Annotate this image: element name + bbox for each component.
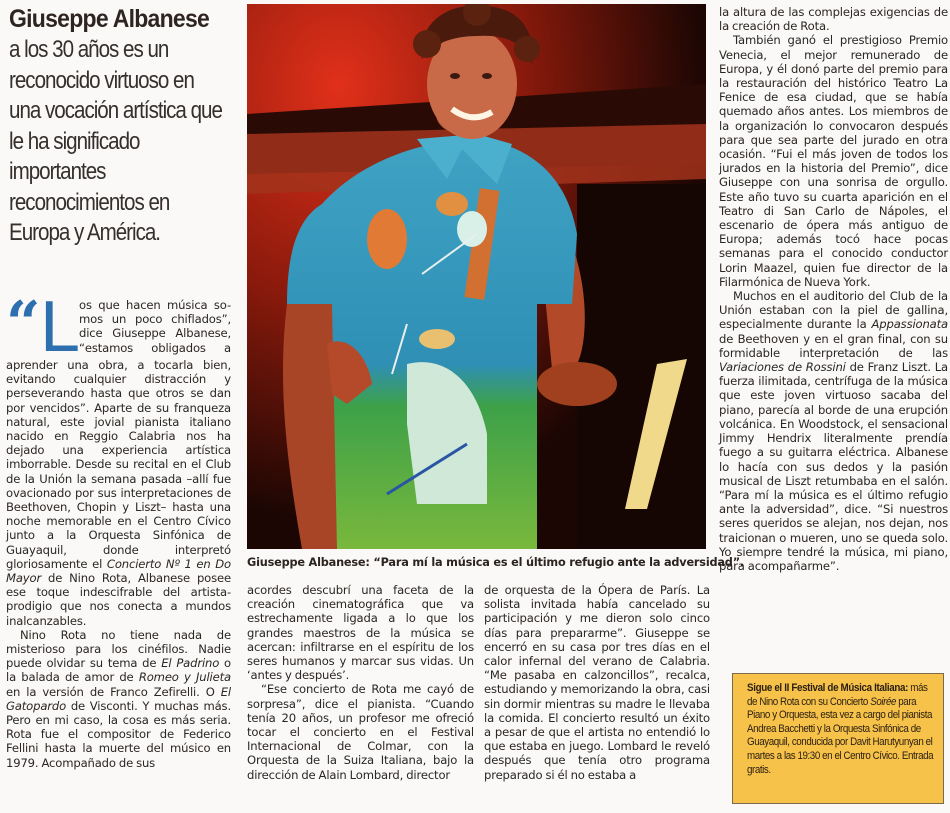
text-run: aprender una obra, a tocarla bien, evitando cualquier distracción y perseverando hasta que otros se dan por vencidos”. Aparte de su franqueza natural, este jovial pianista italiano nacido en Reggio Calabria nos ha dejado una experiencia artística imborrable. Desde su recital en el Club de la Unión la semana pasada –allí fue ovacionado por sus interpretaciones de Beethoven, Chopin y Liszt– hasta una noche memorable en el Centro Cívico junto a la Orquesta Sinfónica de Guayaquil, donde interpretó gloriosamente el bbox=[6, 358, 231, 571]
deck-line: reconocimientos en bbox=[9, 188, 170, 216]
headline-block bbox=[9, 4, 239, 249]
article-deck bbox=[9, 35, 240, 249]
info-box-text: más de Nino Rota con su Concierto bbox=[747, 682, 928, 708]
photo-caption: Giuseppe Albanese: “Para mí la música es el último refugio ante la adversidad”. bbox=[247, 556, 745, 569]
work-title: Romeo y Julieta bbox=[138, 670, 231, 685]
event-info-box bbox=[732, 673, 944, 804]
dropcap-lines bbox=[79, 298, 231, 355]
paragraph: También ganó el prestigioso Premio Venecia, el mejor remunerado de Europa, y él donó parte del premio para la restauración del histórico Teatro La Fenice de esa ciudad, que se había quemado años antes. Los miembros de la organización lo convocaron después para que sea parte del jurado en otra ocasión. “Fui el más joven de todos los jurados en la historia del Premio”, dice Giuseppe con una sonrisa de orgullo. Este año tuvo su cuarta aparición en el Teatro di San Carlo de Nápoles, el escenario de ópera más antiguo de Europa; además tocó hace pocas semanas para el conocido conductor Lorin Maazel, quien fue director de la Filarmónica de Nueva York. bbox=[719, 33, 948, 289]
article-column-1 bbox=[6, 287, 231, 770]
text-run: en la versión de Franco Zefirelli. O bbox=[6, 684, 215, 699]
photo-illustration bbox=[247, 4, 706, 549]
hand bbox=[537, 362, 617, 406]
paragraph: la altura de las complejas exigencias de la creación de Rota. bbox=[719, 5, 948, 34]
deck-line: importantes bbox=[9, 158, 106, 185]
dropcap-letter: L bbox=[40, 287, 80, 367]
work-title: El Gatopardo bbox=[6, 684, 231, 713]
text-run: o la balada de amor de bbox=[6, 656, 231, 685]
work-title: Variaciones de Rossini bbox=[719, 360, 846, 375]
paragraph bbox=[719, 289, 948, 573]
paragraph bbox=[6, 358, 231, 628]
text-line: dice Giuseppe Albanese, bbox=[79, 326, 231, 341]
work-title: Soirée bbox=[870, 695, 896, 708]
text-run: Muchos en el auditorio del Club de la Unión estaban con la piel de gallina, especialmente durante la bbox=[719, 289, 948, 332]
text-run: Nino Rota no tiene nada de misterioso para los cinéfilos. Nadie puede olvidar su tema de bbox=[6, 627, 231, 671]
work-title: Appassionata bbox=[871, 317, 948, 332]
work-title: El Padrino bbox=[161, 656, 220, 671]
info-box-heading: Sigue el II Festival de Música Italiana: bbox=[747, 682, 908, 694]
deck-line: Europa y América. bbox=[9, 219, 161, 246]
article-column-2 bbox=[247, 583, 474, 782]
text-line: “estamos obligados a bbox=[79, 340, 231, 355]
text-run: de Nino Rota, Albanese posee ese toque indescifrable del artista-prodigio que nos conecta a mundos inalcanzables. bbox=[6, 571, 231, 628]
text-line: mos un poco chiflados”, bbox=[79, 312, 231, 327]
text-line: os que hacen música so- bbox=[79, 298, 231, 312]
deck-line: a los 30 años es un bbox=[9, 36, 169, 63]
text-run: de Beethoven y en el gran final, con su formidable interpretación de las bbox=[719, 331, 948, 360]
article-title: Giuseppe Albanese bbox=[9, 5, 210, 33]
quote-mark-icon: “ bbox=[6, 289, 35, 359]
work-title: Concierto Nº 1 en Do Mayor bbox=[6, 556, 231, 586]
text-run: de Franz Liszt. La fuerza ilimitada, centrífuga de la música que este joven virtuoso sacaba del piano, parecía al borde de una erupción volcánica. En Woodstock, el sensacional Jimmy Hendrix literalmente prendía fuego a su guitarra eléctrica. Albanese lo hacía con sus dedos y la pasión musical de Liszt retumbaba en el salón. “Para mí la música es el último refugio ante la adversidad”, dice. “Si nuestros seres queridos se alejan, nos dejan, nos traicionan o mueren, uno se queda solo. Yo siempre tendré la música, mi piano, para acompañarme”. bbox=[719, 360, 948, 573]
deck-line: una vocación artística que bbox=[9, 97, 222, 124]
paragraph: “Ese concierto de Rota me cayó de sorpresa”, dice el pianista. “Cuando tenía 20 años, un profesor me ofreció tocar el concierto en el Festival Internacional de Colmar, con la Orquesta de la Suiza Italiana, bajo la dirección de Alain Lombard, director bbox=[247, 682, 474, 782]
paragraph bbox=[6, 628, 231, 770]
article-photo bbox=[247, 4, 706, 549]
text-run: de Visconti. Y muchas más. Pero en mi caso, la cosa es más seria. Rota fue el compositor de Federico Fellini hasta la muerte del músico en 1979. Acompañado de sus bbox=[6, 698, 231, 770]
deck-line: le ha significado bbox=[9, 127, 140, 155]
article-column-4 bbox=[719, 5, 948, 573]
article-column-3 bbox=[484, 583, 710, 782]
paragraph: acordes descubrí una faceta de la creación cinematográfica que va estrechamente ligada a lo que los grandes maestros de la música se acercan: infiltrarse en el espíritu de los seres humanos y marcar sus vidas. Un ‘antes y después’. bbox=[247, 583, 474, 683]
info-box-text: para Piano y Orquesta, esta vez a cargo del pianista Andrea Bacchetti y la Orquesta Sinfónica de Guayaquil, conducida por Davit Harutyunyan el martes a las 19:30 en el Centro Cívico. Entrada gratis. bbox=[747, 695, 934, 776]
paragraph: de orquesta de la Ópera de París. La solista invitada había cancelado su participación y me dieron solo cinco días para prepararme”. Giuseppe se encerró en su casa por tres días en el calor infernal del verano de Calabria. “Me pasaba en calzoncillos”, recalca, estudiando y memorizando la obra, casi sin dormir mientras su madre le llevaba la comida. El concierto resultó un éxito a pesar de que el artista no entendió lo que estaba en juego. Lombard le reveló después que tenía otro programa preparado si él no estaba a bbox=[484, 583, 710, 782]
deck-line: reconocido virtuoso en bbox=[9, 66, 194, 94]
dropcap-block bbox=[6, 287, 231, 367]
